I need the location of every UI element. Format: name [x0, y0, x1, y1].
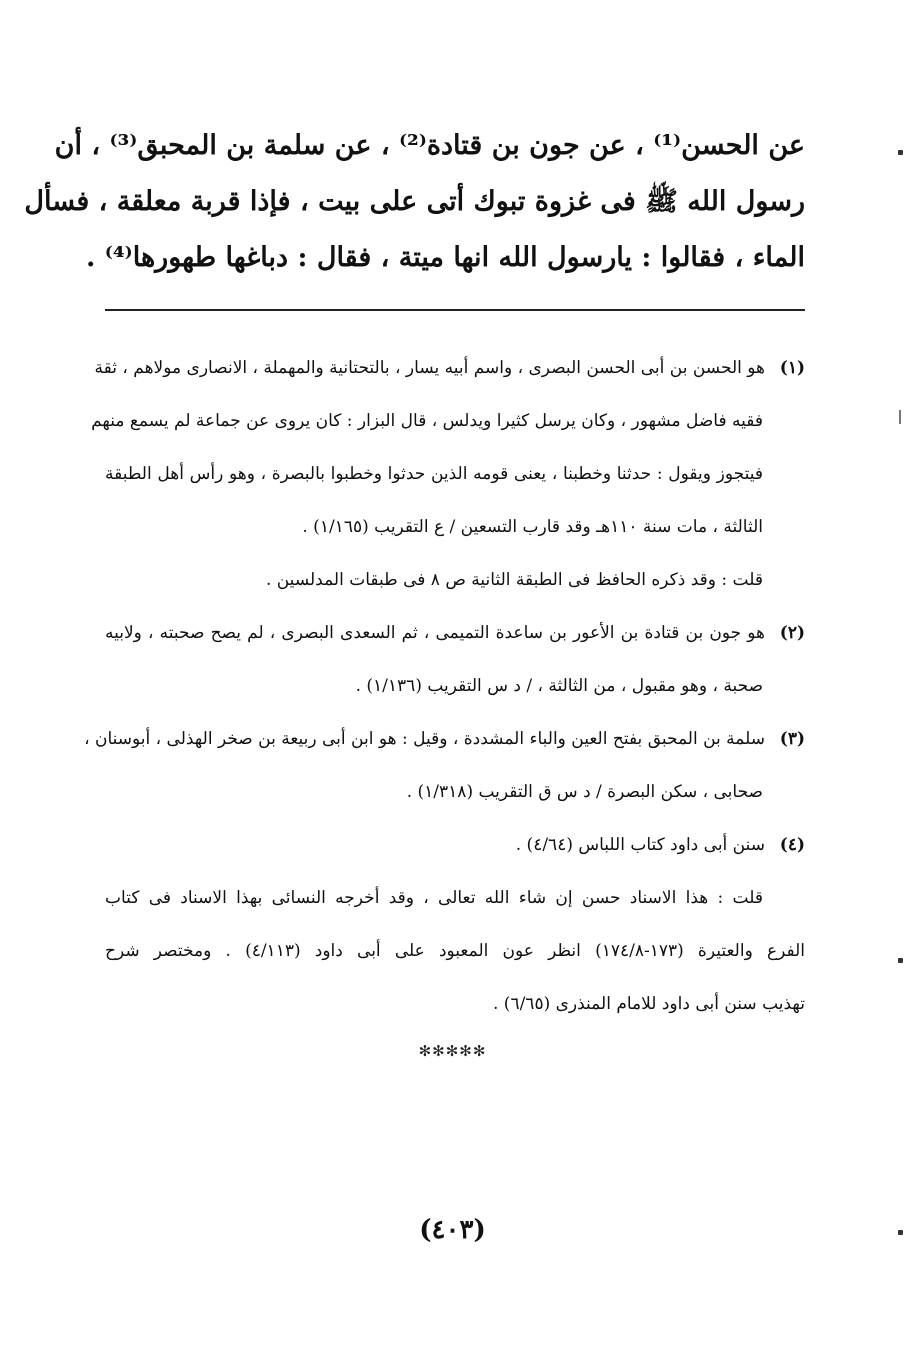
- footnote-1-line-1: (١)هو الحسن بن أبى الحسن البصرى ، واسم أبيه يسار ، بالتحتانية والمهملة ، الانصارى مولاهم ، ثقة: [105, 342, 805, 395]
- section-separator: ✻✻✻✻✻: [418, 1042, 487, 1060]
- footnote-2-line-2: صحبة ، وهو مقبول ، من الثالثة ، / د س التقريب (١/١٣٦) .: [355, 676, 763, 696]
- footnote-number: (٤): [779, 835, 805, 855]
- footnote-number: (١): [779, 358, 805, 378]
- page-number: (٤٠٣): [419, 1215, 486, 1245]
- footnote-divider: [105, 309, 805, 311]
- footnote-3-line-2: صحابى ، سكن البصرة / د س ق التقريب (١/٣١٨) .: [406, 782, 763, 802]
- footnotes-section: [84, 342, 805, 1031]
- closing-note-line-2: الفرع والعتيرة (١٧٣-١٧٤/٨) انظر عون المعبود على أبى داود (٤/١١٣) . ومختصر شرح: [105, 941, 805, 961]
- margin-mark: [899, 410, 901, 424]
- margin-mark: [898, 150, 903, 155]
- footnote-3-line-1: (٣)سلمة بن المحبق بفتح العين والباء المشددة ، وقيل : هو ابن أبى ربيعة بن صخر الهذلى ، أبوسنان ،: [105, 713, 805, 766]
- footnote-4-line-1: (٤)سنن أبى داود كتاب اللباس (٤/٦٤) .: [105, 819, 805, 872]
- footnote-1-line-3: فيتجوز ويقول : حدثنا وخطبنا ، يعنى قومه الذين حدثوا وخطبوا بالبصرة ، وهو رأس أهل الطبقة: [105, 464, 763, 484]
- main-text-line: الماء ، فقالوا : يارسول الله انها ميتة ، فقال : دباغها طهورها⁽⁴⁾ .: [86, 242, 805, 273]
- main-hadith-text: [24, 118, 805, 286]
- main-text-line: عن الحسن⁽¹⁾ ، عن جون بن قتادة⁽²⁾ ، عن سلمة بن المحبق⁽³⁾ ، أن: [54, 130, 805, 161]
- margin-mark: [898, 958, 903, 963]
- footnote-number: (٣): [779, 729, 805, 749]
- footnote-2-line-1: (٢)هو جون بن قتادة بن الأعور بن ساعدة التميمى ، ثم السعدى البصرى ، لم يصح صحبته ، ولابيه: [105, 607, 805, 660]
- footnote-1-line-4: الثالثة ، مات سنة ١١٠هـ وقد قارب التسعين / ع التقريب (١/١٦٥) .: [302, 517, 763, 537]
- closing-note-line-1: قلت : هذا الاسناد حسن إن شاء الله تعالى ، وقد أخرجه النسائى بهذا الاسناد فى كتاب: [105, 888, 763, 908]
- footnote-1-line-5: قلت : وقد ذكره الحافظ فى الطبقة الثانية ص ٨ فى طبقات المدلسين .: [265, 570, 763, 590]
- footnote-number: (٢): [779, 623, 805, 643]
- closing-note-line-3: تهذيب سنن أبى داود للامام المنذرى (٦/٦٥) .: [493, 994, 805, 1014]
- footnote-1-line-2: فقيه فاضل مشهور ، وكان يرسل كثيرا ويدلس ، قال البزار : كان يروى عن جماعة لم يسمع منهم: [91, 411, 763, 431]
- margin-mark: [898, 1230, 903, 1235]
- main-text-line: رسول الله ﷺ فى غزوة تبوك أتى على بيت ، فإذا قربة معلقة ، فسأل: [24, 186, 805, 217]
